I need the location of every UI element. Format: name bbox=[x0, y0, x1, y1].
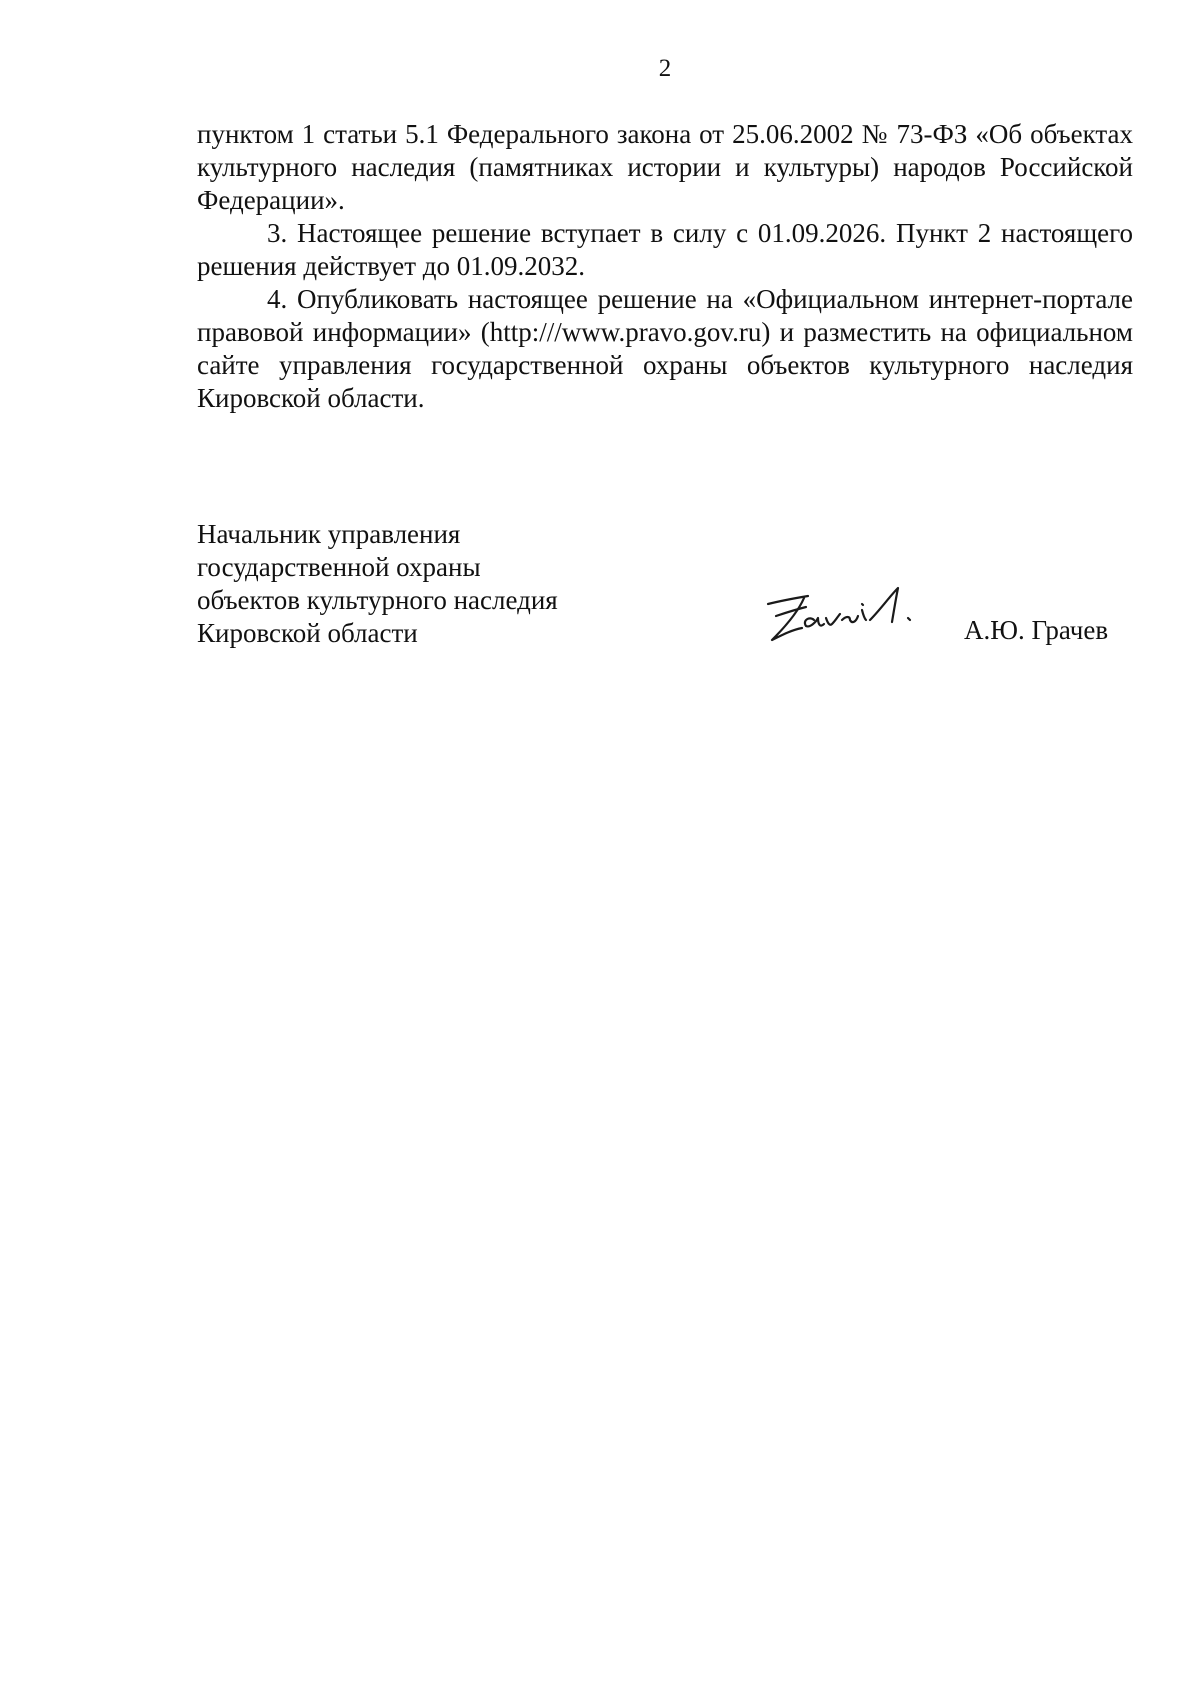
paragraph-continuation: пунктом 1 статьи 5.1 Федерального закона от 25.06.2002 № 73-ФЗ «Об объектах культурного наследия (памятниках истории и культуры) народов Российской Федерации». bbox=[197, 119, 1133, 215]
signatory-position bbox=[197, 518, 558, 650]
signatory-position-line: Начальник управления bbox=[197, 519, 461, 549]
handwritten-signature-icon bbox=[762, 582, 942, 654]
page-number: 2 bbox=[658, 55, 672, 82]
paragraph-item-4: 4. Опубликовать настоящее решение на «Официальном интернет-портале правовой информации» (http:///www.pravo.gov.ru) и разместить на официальном сайте управления государственной охраны объектов культурного наследия Кировской области. bbox=[197, 284, 1133, 413]
signatory-position-line: объектов культурного наследия bbox=[197, 585, 558, 615]
signer-name: А.Ю. Грачев bbox=[964, 615, 1109, 645]
signatory-position-line: Кировской области bbox=[197, 618, 418, 648]
document-body bbox=[197, 118, 1133, 415]
paragraph-item-3: 3. Настоящее решение вступает в силу с 01.09.2026. Пункт 2 настоящего решения действует до 01.09.2032. bbox=[197, 218, 1133, 281]
signatory-position-line: государственной охраны bbox=[197, 552, 481, 582]
